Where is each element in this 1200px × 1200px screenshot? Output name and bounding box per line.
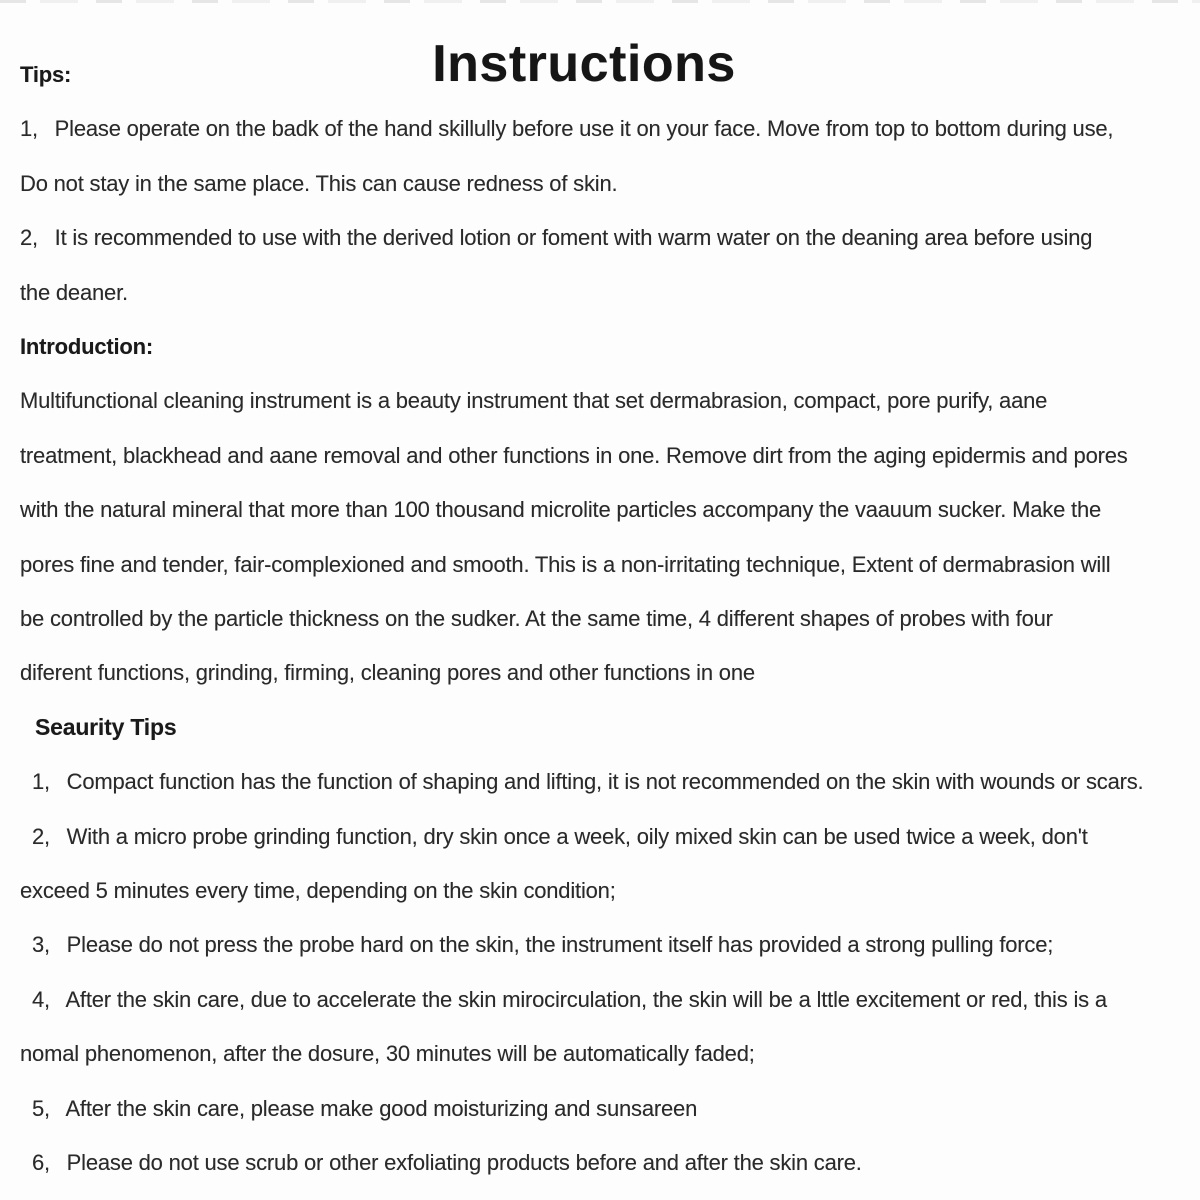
tips-item-2-line-1: 2, It is recommended to use with the derived lotion or foment with warm water on the deaning area before using xyxy=(20,225,1093,250)
top-edge-artifact xyxy=(0,0,1200,3)
introduction-line-6: diferent functions, grinding, firming, cleaning pores and other functions in one xyxy=(20,660,755,685)
security-item-3: 3, Please do not press the probe hard on the skin, the instrument itself has provided a strong pulling force; xyxy=(32,932,1054,957)
introduction-heading: Introduction: xyxy=(20,334,154,359)
tips-heading: Tips: xyxy=(20,62,72,87)
page-title: Instructions xyxy=(432,34,736,93)
tips-item-1-line-2: Do not stay in the same place. This can cause redness of skin. xyxy=(20,171,618,196)
security-item-1: 1, Compact function has the function of shaping and lifting, it is not recommended on the skin with wounds or scars. xyxy=(32,769,1144,794)
introduction-line-2: treatment, blackhead and aane removal and other functions in one. Remove dirt from the aging epidermis and pores xyxy=(20,443,1128,468)
security-item-5: 5, After the skin care, please make good moisturizing and sunsareen xyxy=(32,1096,698,1121)
introduction-line-4: pores fine and tender, fair-complexioned and smooth. This is a non-irritating technique, Extent of dermabrasion will xyxy=(20,552,1111,577)
introduction-line-1: Multifunctional cleaning instrument is a beauty instrument that set dermabrasion, compact, pore purify, aane xyxy=(20,388,1048,413)
security-item-6: 6, Please do not use scrub or other exfoliating products before and after the skin care. xyxy=(32,1150,862,1175)
introduction-line-3: with the natural mineral that more than 100 thousand microlite particles accompany the vaauum sucker. Make the xyxy=(20,497,1102,522)
introduction-line-5: be controlled by the particle thickness on the sudker. At the same time, 4 different shapes of probes with four xyxy=(20,606,1053,631)
security-item-2-line-2: exceed 5 minutes every time, depending on the skin condition; xyxy=(20,878,616,903)
tips-item-1-line-1: 1, Please operate on the badk of the hand skillully before use it on your face. Move from top to bottom during use, xyxy=(20,116,1114,141)
tips-item-2-line-2: the deaner. xyxy=(20,280,128,305)
security-tips-heading: Seaurity Tips xyxy=(35,714,177,740)
security-item-2-line-1: 2, With a micro probe grinding function, dry skin once a week, oily mixed skin can be used twice a week, don't xyxy=(32,824,1088,849)
security-item-4-line-2: nomal phenomenon, after the dosure, 30 minutes will be automatically faded; xyxy=(20,1041,755,1066)
security-item-4-line-1: 4, After the skin care, due to accelerate the skin mirocirculation, the skin will be a lttle excitement or red, this is a xyxy=(32,987,1107,1012)
